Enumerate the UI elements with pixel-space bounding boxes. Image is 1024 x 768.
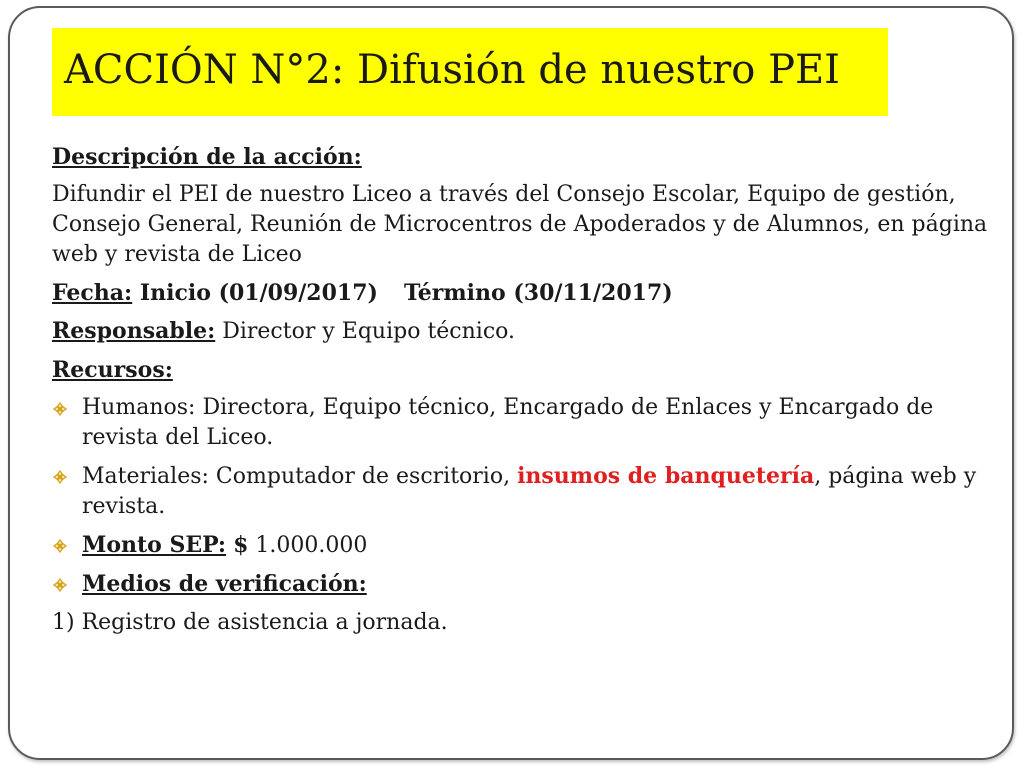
monto-value: 1.000.000 [248, 533, 368, 558]
slide-title: ACCIÓN N°2: Difusión de nuestro PEI [64, 47, 840, 93]
bullet-monto [52, 530, 1002, 561]
bullet-materiales [52, 461, 1002, 522]
diamond-bullet-icon [52, 538, 68, 554]
monto-currency: $ [233, 532, 249, 558]
fecha-label: Fecha: [52, 280, 133, 306]
materiales-prefix: Materiales: Computador de escritorio, [82, 464, 518, 489]
diamond-bullet-icon [52, 469, 68, 485]
fecha-line [52, 278, 1002, 308]
materiales-suffix: , página web y revista. [82, 464, 977, 519]
responsable-label: Responsable: [52, 318, 216, 344]
responsable-line [52, 316, 1002, 347]
recursos-heading: Recursos: [52, 357, 173, 383]
fecha-termino: Término (30/11/2017) [403, 280, 673, 306]
medios-item-1: 1) Registro de asistencia a jornada. [52, 610, 448, 635]
bullet-medios [52, 569, 1002, 600]
recursos-humanos: Humanos: Directora, Equipo técnico, Encargado de Enlaces y Encargado de revista del Liceo. [82, 395, 934, 450]
responsable-value: Director y Equipo técnico. [222, 319, 515, 344]
diamond-bullet-icon [52, 401, 68, 417]
fecha-inicio: Inicio (01/09/2017) [139, 280, 378, 306]
descripcion-text: Difundir el PEI de nuestro Liceo a través del Consejo Escolar, Equipo de gestión, Consejo General, Reunión de Microcentros de Apoderados y de Alumnos, en página web y revista de Liceo [52, 182, 988, 267]
descripcion-heading: Descripción de la acción: [52, 144, 362, 170]
slide-content [52, 142, 1002, 646]
diamond-bullet-icon [52, 577, 68, 593]
monto-label: Monto SEP: [82, 532, 227, 558]
bullet-humanos [52, 393, 1002, 453]
materiales-highlight: insumos de banquetería [517, 463, 815, 489]
medios-heading: Medios de verificación: [82, 571, 367, 597]
